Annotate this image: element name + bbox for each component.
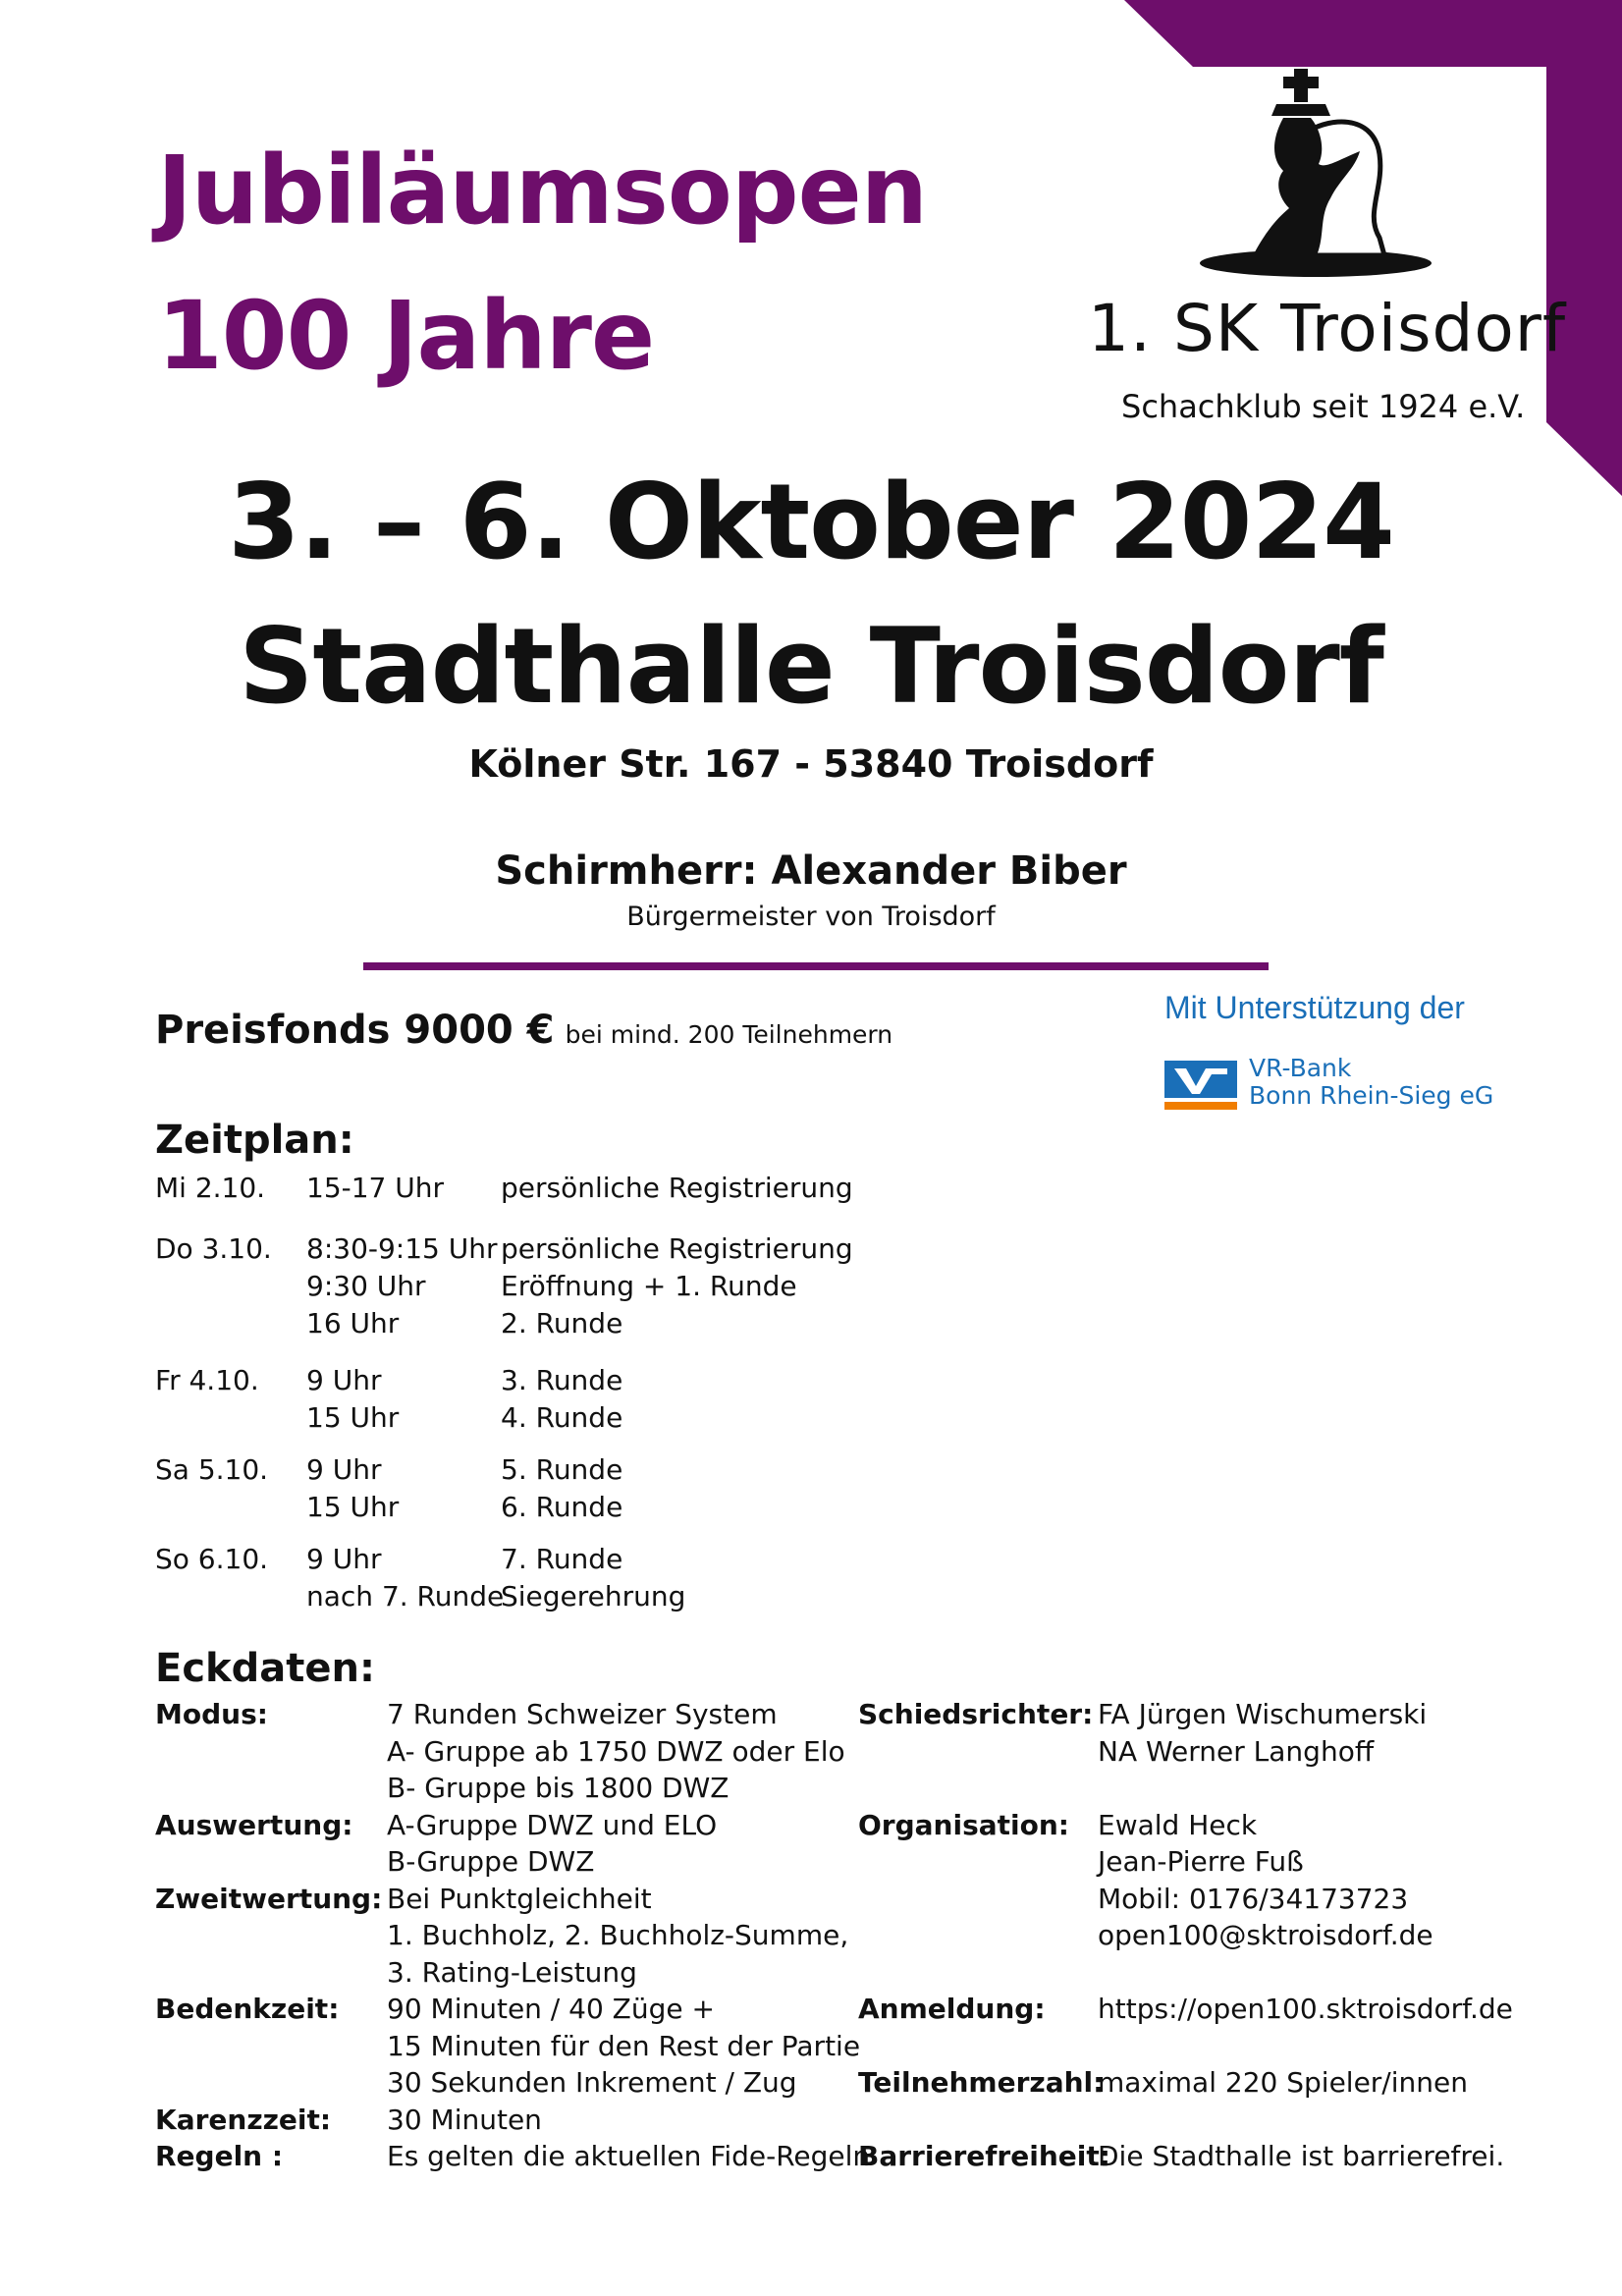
schedule-time: 8:30-9:15 Uhr: [306, 1232, 498, 1265]
eckdaten-value: Mobil: 0176/34173723: [1098, 1882, 1409, 1915]
eckdaten-value: 30 Sekunden Inkrement / Zug: [387, 2066, 797, 2099]
sponsor-name-line-1: VR-Bank: [1249, 1054, 1352, 1082]
eckdaten-value: A- Gruppe ab 1750 DWZ oder Elo: [387, 1734, 845, 1768]
divider: [363, 962, 1269, 970]
eckdaten-heading: Eckdaten:: [155, 1646, 375, 1691]
eckdaten-value: Jean-Pierre Fuß: [1098, 1845, 1304, 1878]
eckdaten-value: A-Gruppe DWZ und ELO: [387, 1808, 718, 1841]
schedule-event: Eröffnung + 1. Runde: [501, 1270, 797, 1302]
eckdaten-value: Es gelten die aktuellen Fide-Regeln: [387, 2140, 871, 2172]
event-dates: 3. – 6. Oktober 2024: [228, 462, 1394, 582]
sponsor-name-line-2: Bonn Rhein-Sieg eG: [1249, 1081, 1494, 1110]
eckdaten-label: Organisation:: [858, 1808, 1069, 1841]
schedule-time: nach 7. Runde: [306, 1580, 505, 1613]
schedule-day: Do 3.10.: [155, 1232, 272, 1265]
prize-label: Preisfonds 9000 €: [155, 1008, 555, 1053]
eckdaten-value: NA Werner Langhoff: [1098, 1734, 1375, 1768]
schedule-time: 9 Uhr: [306, 1453, 382, 1486]
club-subtitle: Schachklub seit 1924 e.V.: [1121, 388, 1526, 425]
schedule-time: 15 Uhr: [306, 1401, 400, 1434]
sponsor-intro: Mit Unterstützung der: [1164, 990, 1465, 1025]
eckdaten-label: Karenzzeit:: [155, 2103, 332, 2136]
schedule-day: Fr 4.10.: [155, 1364, 259, 1396]
eckdaten-label: Regeln :: [155, 2140, 284, 2172]
eckdaten-label: Auswertung:: [155, 1808, 353, 1841]
patron-role: Bürgermeister von Troisdorf: [626, 902, 996, 932]
eckdaten-value: 15 Minuten für den Rest der Partie: [387, 2029, 861, 2062]
eckdaten-value: 7 Runden Schweizer System: [387, 1698, 778, 1730]
sponsor-name: [1249, 1055, 1493, 1110]
eckdaten-value: maximal 220 Spieler/innen: [1098, 2066, 1468, 2099]
schedule-event: Siegerehrung: [501, 1580, 686, 1613]
eckdaten-label: Teilnehmerzahl:: [858, 2066, 1105, 2099]
club-name: 1. SK Troisdorf: [1088, 291, 1567, 366]
schedule-time: 9 Uhr: [306, 1543, 382, 1575]
schedule-time: 9 Uhr: [306, 1364, 382, 1396]
chess-king-logo: [1193, 61, 1458, 287]
eckdaten-value: Ewald Heck: [1098, 1808, 1258, 1841]
eckdaten-value: Die Stadthalle ist barrierefrei.: [1098, 2140, 1505, 2172]
event-venue: Stadthalle Troisdorf: [239, 606, 1383, 727]
schedule-day: So 6.10.: [155, 1543, 269, 1575]
schedule-event: 7. Runde: [501, 1543, 623, 1575]
eckdaten-value: B-Gruppe DWZ: [387, 1845, 595, 1878]
schedule-time: 15 Uhr: [306, 1491, 400, 1523]
schedule-event: 4. Runde: [501, 1401, 623, 1434]
eckdaten-value: Bei Punktgleichheit: [387, 1882, 652, 1915]
eckdaten-label: Zweitwertung:: [155, 1882, 383, 1915]
schedule-event: persönliche Registrierung: [501, 1172, 853, 1204]
eckdaten-value: B- Gruppe bis 1800 DWZ: [387, 1772, 730, 1804]
vr-bank-logo-icon: [1164, 1061, 1237, 1110]
prize-note: bei mind. 200 Teilnehmern: [565, 1020, 893, 1049]
schedule-event: 6. Runde: [501, 1491, 623, 1523]
schedule-event: persönliche Registrierung: [501, 1232, 853, 1265]
eckdaten-label: Schiedsrichter:: [858, 1698, 1094, 1730]
schedule-event: 3. Runde: [501, 1364, 623, 1396]
eckdaten-value: open100@sktroisdorf.de: [1098, 1919, 1433, 1951]
eckdaten-value: 1. Buchholz, 2. Buchholz-Summe,: [387, 1919, 849, 1951]
patron: Schirmherr: Alexander Biber: [495, 848, 1127, 894]
schedule-day: Mi 2.10.: [155, 1172, 266, 1204]
eckdaten-label: Anmeldung:: [858, 1993, 1046, 2025]
event-address: Kölner Str. 167 - 53840 Troisdorf: [468, 742, 1154, 786]
schedule-heading: Zeitplan:: [155, 1118, 354, 1163]
eckdaten-value: 3. Rating-Leistung: [387, 1955, 637, 1989]
eckdaten-value: 30 Minuten: [387, 2103, 542, 2136]
eckdaten-label: Modus:: [155, 1698, 268, 1730]
schedule-time: 15-17 Uhr: [306, 1172, 445, 1204]
eckdaten-label: Barrierefreiheit:: [858, 2140, 1110, 2172]
eckdaten-label: Bedenkzeit:: [155, 1993, 340, 2025]
schedule-event: 5. Runde: [501, 1453, 623, 1486]
eckdaten-value: https://open100.sktroisdorf.de: [1098, 1993, 1513, 2025]
prize-fund: [155, 1008, 892, 1053]
eckdaten-value: FA Jürgen Wischumerski: [1098, 1698, 1428, 1730]
schedule-day: Sa 5.10.: [155, 1453, 269, 1486]
eckdaten-value: 90 Minuten / 40 Züge +: [387, 1993, 715, 2025]
title-line-1: Jubiläumsopen: [157, 136, 928, 246]
schedule-event: 2. Runde: [501, 1307, 623, 1339]
title-line-2: 100 Jahre: [157, 281, 655, 391]
schedule-time: 9:30 Uhr: [306, 1270, 426, 1302]
schedule-time: 16 Uhr: [306, 1307, 400, 1339]
